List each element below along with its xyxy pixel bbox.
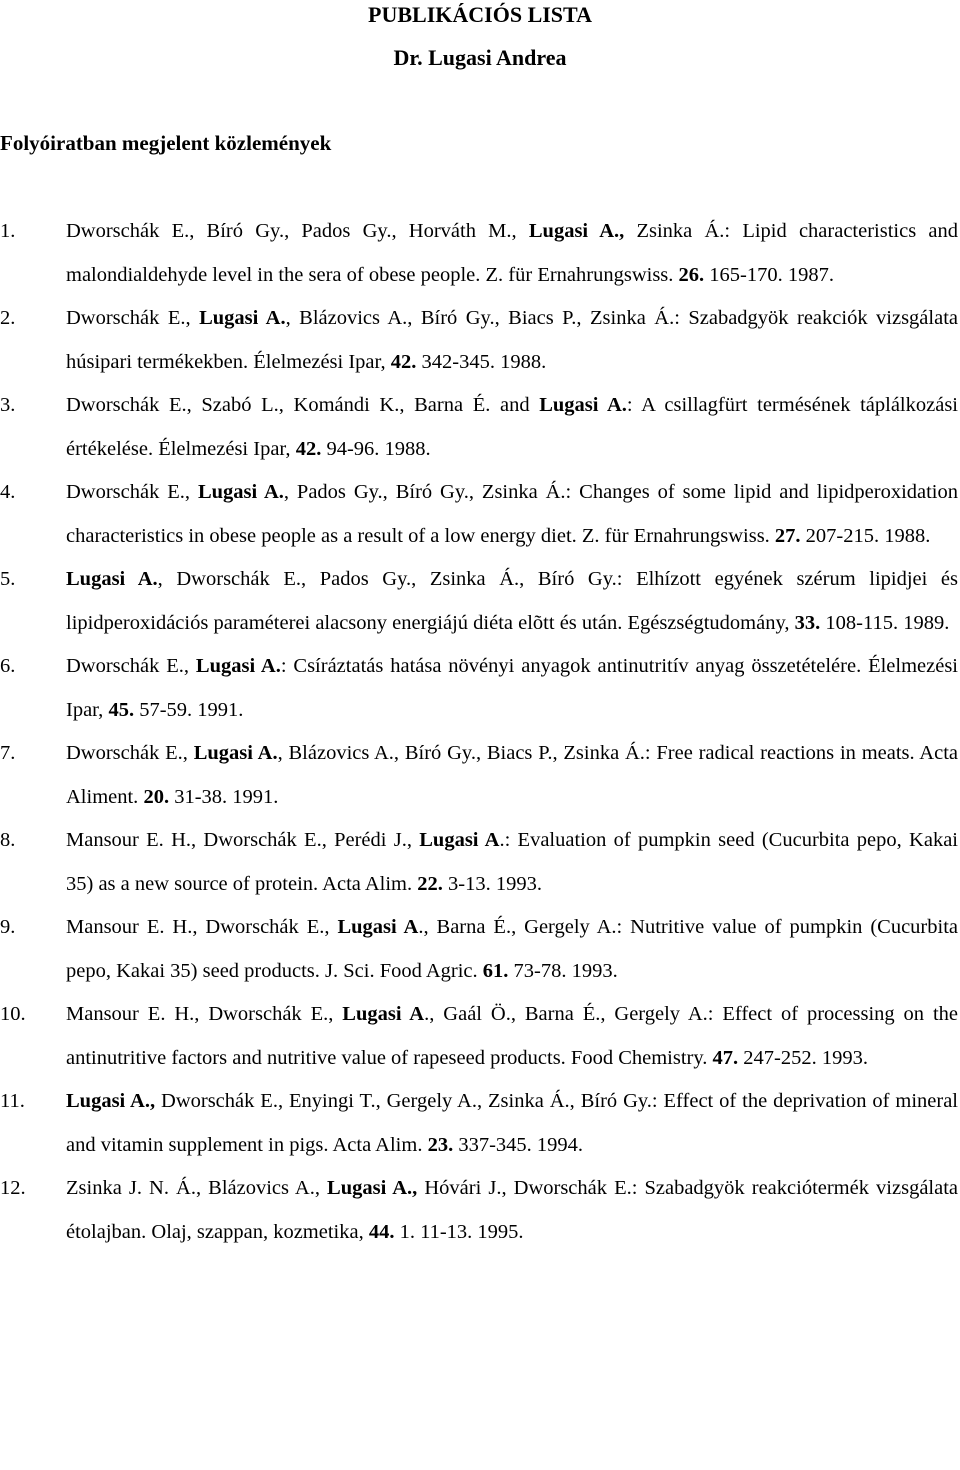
publication-citation	[66, 394, 958, 460]
publication-number: 6.	[0, 655, 16, 677]
publication-item	[0, 1167, 958, 1254]
publication-number: 9.	[0, 916, 16, 938]
publication-item	[0, 558, 958, 645]
citation-bold-segment: Lugasi A	[342, 1003, 425, 1025]
publication-citation	[66, 1177, 958, 1243]
citation-segment: 342-345. 1988.	[416, 350, 547, 373]
citation-segment: Dworschák E.,	[66, 655, 196, 677]
citation-segment: Dworschák E., Enyingi T., Gergely A., Zsinka Á., Bíró Gy.: Effect of the deprivation of mineral and vitamin supplement in pigs. Acta Alim.	[66, 1090, 958, 1156]
citation-segment: 3-13. 1993.	[442, 872, 542, 895]
citation-segment: 73-78. 1993.	[508, 959, 618, 982]
citation-segment: 247-252. 1993.	[738, 1046, 868, 1069]
publication-citation	[66, 655, 958, 721]
citation-segment: : Csíráztatás hatása növényi anyagok antinutritív anyag összetételére. Élelmezési Ipar,	[66, 655, 958, 721]
publication-number: 11.	[0, 1090, 25, 1112]
citation-bold-segment: 61.	[482, 959, 509, 982]
citation-segment: Dworschák E.,	[66, 742, 194, 764]
citation-segment: Dworschák E., Szabó L., Komándi K., Barna É. and	[66, 394, 540, 416]
citation-segment: 207-215. 1988.	[800, 524, 931, 547]
publication-citation	[66, 742, 958, 808]
citation-bold-segment: Lugasi A.,	[66, 1090, 156, 1112]
citation-segment: Mansour E. H., Dworschák E.,	[66, 916, 338, 938]
citation-segment: , Pados Gy., Bíró Gy., Zsinka Á.: Changes of some lipid and lipidperoxidation characteristics in obese people as a result of a low energy diet. Z. für Ernahrungswiss.	[66, 481, 959, 547]
citation-bold-segment: Lugasi A.	[195, 655, 281, 677]
publication-item	[0, 906, 958, 993]
citation-segment: Dworschák E.,	[66, 481, 198, 503]
publication-citation	[66, 220, 958, 286]
citation-bold-segment: 47.	[712, 1046, 739, 1069]
citation-bold-segment: Lugasi A.	[66, 568, 158, 590]
publication-item	[0, 210, 958, 297]
citation-segment: 57-59. 1991.	[134, 698, 244, 721]
section-title: Folyóiratban megjelent közlemények	[0, 131, 332, 155]
citation-bold-segment: 26.	[678, 263, 705, 286]
publication-number: 1.	[0, 220, 16, 242]
publication-number: 2.	[0, 307, 16, 329]
citation-segment: , Blázovics A., Bíró Gy., Biacs P., Zsinka Á.: Free radical reactions in meats. Acta Aliment.	[66, 742, 958, 808]
publication-number: 5.	[0, 568, 16, 590]
citation-bold-segment: Lugasi A	[337, 916, 419, 938]
publication-citation	[66, 1090, 958, 1156]
publication-item	[0, 384, 958, 471]
publication-citation	[66, 829, 958, 895]
citation-segment: Hóvári J., Dworschák E.: Szabadgyök reakciótermék vizsgálata étolajban. Olaj, szappan, kozmetika,	[66, 1177, 959, 1243]
publication-number: 4.	[0, 481, 16, 503]
publication-citation	[66, 568, 958, 634]
citation-bold-segment: Lugasi A.	[539, 394, 627, 416]
citation-bold-segment: Lugasi A.	[197, 481, 284, 503]
publication-item	[0, 993, 958, 1080]
citation-segment: Dworschák E.,	[66, 307, 200, 329]
publication-item	[0, 819, 958, 906]
citation-bold-segment: 22.	[417, 872, 443, 895]
citation-bold-segment: 42.	[295, 437, 322, 460]
publication-item	[0, 297, 958, 384]
publication-list	[0, 210, 958, 1254]
citation-segment: 31-38. 1991.	[169, 785, 279, 808]
citation-bold-segment: 45.	[108, 698, 135, 721]
citation-segment: .: Evaluation of pumpkin seed (Cucurbita pepo, Kakai 35) as a new source of protein. Acta Alim.	[66, 829, 958, 895]
publication-number: 12.	[0, 1177, 26, 1199]
publication-citation	[66, 1003, 958, 1069]
citation-segment: 1. 11-13. 1995.	[394, 1220, 524, 1243]
citation-segment: , Dworschák E., Pados Gy., Zsinka Á., Bíró Gy.: Elhízott egyének szérum lipidjei és lipidperoxidációs paraméterei alacsony energiájú diéta elõtt és után. Egészségtudomány,	[66, 568, 959, 634]
citation-segment: Zsinka Á.: Lipid characteristics and malondialdehyde level in the sera of obese people. Z. für Ernahrungswiss.	[66, 220, 959, 286]
citation-segment: 337-345. 1994.	[453, 1133, 584, 1156]
citation-segment: , Blázovics A., Bíró Gy., Biacs P., Zsinka Á.: Szabadgyök reakciók vizsgálata húsipari termékekben. Élelmezési Ipar,	[66, 307, 958, 373]
citation-bold-segment: Lugasi A.	[199, 307, 286, 329]
author-name: Dr. Lugasi Andrea	[393, 45, 567, 70]
citation-bold-segment: Lugasi A.,	[327, 1177, 418, 1199]
citation-bold-segment: Lugasi A	[419, 829, 500, 851]
publication-citation	[66, 916, 958, 982]
citation-bold-segment: 23.	[427, 1133, 454, 1156]
citation-bold-segment: 44.	[368, 1220, 395, 1243]
publication-number: 10.	[0, 1003, 26, 1025]
publication-item	[0, 732, 958, 819]
publication-item	[0, 645, 958, 732]
citation-segment: Mansour E. H., Dworschák E., Perédi J.,	[66, 829, 420, 851]
citation-bold-segment: 20.	[143, 785, 170, 808]
citation-bold-segment: Lugasi A.	[193, 742, 278, 764]
citation-segment: Mansour E. H., Dworschák E.,	[66, 1003, 343, 1025]
citation-segment: ., Gaál Ö., Barna É., Gergely A.: Effect of processing on the antinutritive factors and nutritive value of rapeseed products. Food Chemistry.	[66, 1003, 959, 1069]
citation-segment: ., Barna É., Gergely A.: Nutritive value of pumpkin (Cucurbita pepo, Kakai 35) seed products. J. Sci. Food Agric.	[66, 916, 958, 982]
page-title: PUBLIKÁCIÓS LISTA	[368, 2, 592, 27]
publication-number: 3.	[0, 394, 16, 416]
citation-bold-segment: 42.	[390, 350, 417, 373]
citation-segment: 165-170. 1987.	[704, 263, 834, 286]
citation-segment: 108-115. 1989.	[820, 611, 950, 634]
citation-bold-segment: 33.	[794, 611, 821, 634]
publication-number: 7.	[0, 742, 16, 764]
citation-segment: Dworschák E., Bíró Gy., Pados Gy., Horváth M.,	[66, 220, 529, 242]
publication-item	[0, 471, 958, 558]
citation-segment: Zsinka J. N. Á., Blázovics A.,	[66, 1177, 328, 1199]
publication-citation	[66, 481, 958, 547]
citation-bold-segment: Lugasi A.,	[528, 220, 625, 242]
publication-item	[0, 1080, 958, 1167]
publication-citation	[66, 307, 958, 373]
citation-segment: : A csillagfürt termésének táplálkozási értékelése. Élelmezési Ipar,	[66, 394, 958, 460]
citation-segment: 94-96. 1988.	[321, 437, 431, 460]
publication-number: 8.	[0, 829, 16, 851]
citation-bold-segment: 27.	[774, 524, 801, 547]
